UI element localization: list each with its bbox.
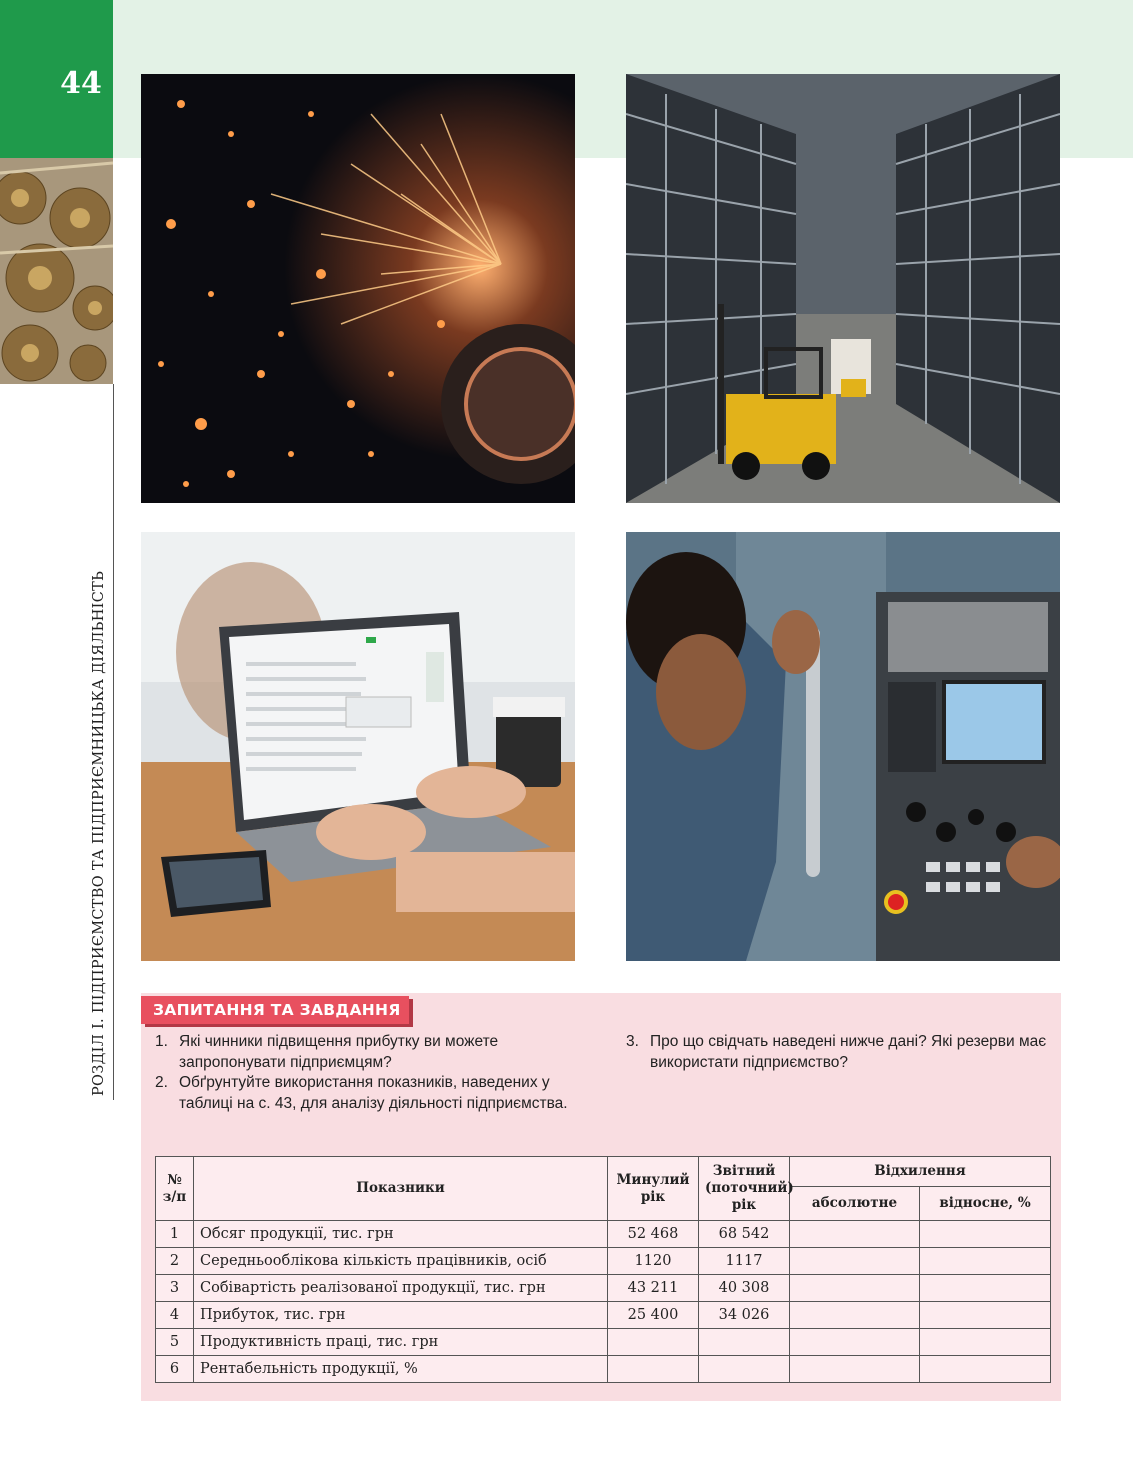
row-absolute — [790, 1329, 920, 1356]
header-prev-year: Минулий рік — [608, 1157, 699, 1221]
row-absolute — [790, 1302, 920, 1329]
row-relative — [920, 1275, 1051, 1302]
row-number: 5 — [156, 1329, 194, 1356]
row-indicator: Продуктивність праці, тис. грн — [194, 1329, 608, 1356]
header-relative: відносне, % — [920, 1187, 1051, 1221]
side-divider — [113, 384, 114, 1100]
row-curr-year: 40 308 — [699, 1275, 790, 1302]
row-number: 3 — [156, 1275, 194, 1302]
page-number: 44 — [60, 66, 102, 101]
row-relative — [920, 1221, 1051, 1248]
welding-sparks-photo — [141, 74, 575, 503]
header-curr-year: Звітний (поточний) рік — [699, 1157, 790, 1221]
row-indicator: Рентабельність продукції, % — [194, 1356, 608, 1383]
row-indicator: Обсяг продукції, тис. грн — [194, 1221, 608, 1248]
row-relative — [920, 1329, 1051, 1356]
row-number: 2 — [156, 1248, 194, 1275]
row-absolute — [790, 1248, 920, 1275]
header-num: № з/п — [156, 1157, 194, 1221]
header-deviation: Відхилення — [790, 1157, 1051, 1187]
question-number: 1. — [155, 1033, 168, 1050]
row-prev-year: 43 211 — [608, 1275, 699, 1302]
row-absolute — [790, 1221, 920, 1248]
row-curr-year: 34 026 — [699, 1302, 790, 1329]
row-curr-year — [699, 1356, 790, 1383]
page-number-tab — [0, 0, 113, 158]
row-curr-year — [699, 1329, 790, 1356]
row-prev-year: 52 468 — [608, 1221, 699, 1248]
questions-heading: ЗАПИТАННЯ ТА ЗАВДАННЯ — [141, 996, 409, 1024]
row-number: 1 — [156, 1221, 194, 1248]
table-row — [156, 1248, 1051, 1275]
question-number: 2. — [155, 1074, 168, 1091]
row-relative — [920, 1248, 1051, 1275]
section-side-title: РОЗДІЛ І. ПІДПРИЄМСТВО ТА ПІДПРИЄМНИЦЬКА ДІЯЛЬНІСТЬ — [91, 570, 107, 1096]
indicators-table — [155, 1156, 1051, 1383]
gears-decoration-icon — [0, 158, 113, 384]
row-absolute — [790, 1275, 920, 1302]
header-absolute: абсолютне — [790, 1187, 920, 1221]
table-row — [156, 1329, 1051, 1356]
question-item — [626, 1032, 1054, 1073]
question-text: Які чинники підвищення прибутку ви можете запропонувати підприємцям? — [179, 1033, 499, 1071]
row-prev-year — [608, 1329, 699, 1356]
row-indicator: Середньооблікова кількість працівників, осіб — [194, 1248, 608, 1275]
table-row — [156, 1302, 1051, 1329]
question-item — [155, 1073, 581, 1114]
warehouse-forklift-photo — [626, 74, 1060, 503]
row-prev-year — [608, 1356, 699, 1383]
row-number: 4 — [156, 1302, 194, 1329]
cnc-machine-operator-photo — [626, 532, 1060, 961]
row-absolute — [790, 1356, 920, 1383]
row-curr-year: 1117 — [699, 1248, 790, 1275]
table-row — [156, 1275, 1051, 1302]
row-number: 6 — [156, 1356, 194, 1383]
row-relative — [920, 1356, 1051, 1383]
row-prev-year: 25 400 — [608, 1302, 699, 1329]
row-prev-year: 1120 — [608, 1248, 699, 1275]
questions-right-column — [626, 1032, 1054, 1073]
row-indicator: Прибуток, тис. грн — [194, 1302, 608, 1329]
question-text: Обґрунтуйте використання показників, наведених у таблиці на с. 43, для аналізу діяльності підприємства. — [179, 1074, 568, 1112]
table-row — [156, 1221, 1051, 1248]
laptop-office-photo — [141, 532, 575, 961]
row-indicator: Собівартість реалізованої продукції, тис. грн — [194, 1275, 608, 1302]
row-curr-year: 68 542 — [699, 1221, 790, 1248]
header-indicator: Показники — [194, 1157, 608, 1221]
question-text: Про що свідчать наведені нижче дані? Які резерви має використати підприємство? — [650, 1033, 1047, 1071]
question-number: 3. — [626, 1033, 639, 1050]
question-item — [155, 1032, 581, 1073]
row-relative — [920, 1302, 1051, 1329]
table-row — [156, 1356, 1051, 1383]
questions-left-column — [155, 1032, 581, 1114]
